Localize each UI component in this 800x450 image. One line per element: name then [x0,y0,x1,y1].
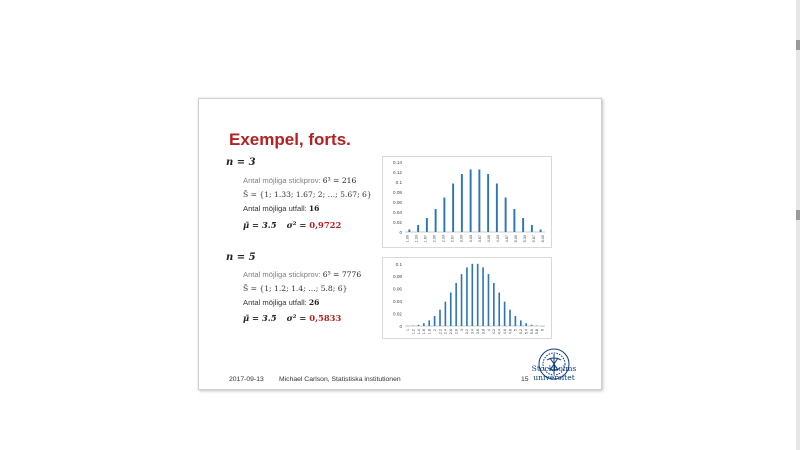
chart0-y-tick-label: 0 [399,229,402,235]
chart1-bar [434,316,436,326]
chart1-y-tick-label: 0 [399,323,402,329]
slide-title: Exempel, forts. [229,130,351,149]
chart0-x-tick-label: 4.00 [486,235,491,243]
chart1-x-tick-label: 4.8 [508,329,513,335]
chart1-x-tick-label: 5 [513,329,518,332]
chart1-y-tick-label: 0.06 [393,286,402,292]
scrollbar-marker-middle [796,210,800,220]
chart0-y-tick-label: 0.04 [393,209,402,215]
chart0-x-tick-label: 3.00 [459,235,464,243]
chart0-x-tick-label: 2.67 [450,235,455,243]
chart0-bar [478,170,480,233]
chart0-bar [461,174,463,232]
n3-outcomes-label: Antal möjliga utfall: [243,204,309,213]
chart1-x-tick-label: 3.4 [470,329,475,335]
chart0-x-tick-label: 5.33 [522,235,527,243]
chart1-bar [455,283,457,326]
chart0-y-tick-label: 0.12 [393,169,402,175]
n3-outcomes [243,204,319,213]
chart1-x-tick-label: 3.6 [475,329,480,335]
n5-outcomes-label: Antal möjliga utfall: [243,298,309,307]
chart1-x-tick-label: 1 [405,329,410,332]
chart1-bar [498,293,500,326]
n3-sigma-value: 0,9722 [309,220,342,230]
chart1-x-tick-label: 5.8 [535,329,540,335]
n5-possible-samples-expr: 6⁵ = 7776 [322,270,362,279]
chart1-x-tick-label: 1.8 [427,329,432,335]
chart0-bar [426,218,428,232]
slide [198,98,602,390]
chart1-bar [472,264,474,326]
n5-possible-samples [243,270,361,279]
n5-label: n = 5 [226,252,256,263]
chart1-bar [509,310,511,326]
chart1-x-tick-label: 1.4 [416,329,421,335]
chart1-bar [504,302,506,326]
chart0-bar [505,198,507,233]
n5-mu: μ̄ = 3.5 [243,313,277,323]
chart1-bar [450,293,452,326]
chart1-y-tick-label: 0.08 [393,274,402,280]
chart1-bar [520,320,522,326]
n3-possible-samples-expr: 6³ = 216 [322,176,357,185]
chart1-x-tick-label: 2.4 [443,329,448,335]
chart1-x-tick-label: 2.6 [449,329,454,335]
chart0-bar [417,225,419,232]
chart0-bar [540,230,542,233]
chart1-x-tick-label: 1.6 [422,329,427,335]
chart1-x-tick-label: 5.4 [524,329,529,335]
chart0-x-tick-label: 2.00 [432,235,437,243]
chart1-x-tick-label: 3 [459,329,464,332]
n5-sigma-label: σ² = [286,313,310,323]
chart0-y-tick-label: 0.06 [393,199,402,205]
chart1-bar [515,316,517,326]
chart1-bar [482,267,484,326]
chart1-bar [445,302,447,326]
chart0-x-tick-label: 4.67 [504,235,509,243]
chart0-x-tick-label: 5.67 [532,235,537,243]
n3-sigma-label: σ² = [286,220,310,230]
chart1-x-tick-label: 3.8 [481,329,486,335]
n3-parameters [243,220,341,230]
chart0-x-tick-label: 4.33 [495,235,500,243]
n3-possible-samples [243,176,356,185]
chart1-x-tick-label: 5.6 [529,329,534,335]
n5-sigma-value: 0,5833 [309,313,342,323]
chart0-bar [522,218,524,232]
chart0-bar [452,184,454,233]
n3-sample-space: S̄ = {1; 1.33; 1.67; 2; …; 5.67; 6} [243,190,372,199]
n3-mu: μ̄ = 3.5 [243,220,277,230]
chart-n3 [382,156,552,248]
chart1-x-tick-label: 2.8 [454,329,459,335]
chart1-bar [418,325,420,326]
chart1-bar [525,323,527,326]
chart0-bar [443,198,445,233]
logo-text-line2: universitet [533,373,575,382]
chart1-x-tick-label: 4.6 [502,329,507,335]
chart0-bar [470,170,472,233]
chart0-x-tick-label: 2.33 [441,235,446,243]
chart0-y-tick-label: 0.08 [393,189,402,195]
chart1-x-tick-label: 4.4 [497,329,502,335]
chart0-x-tick-label: 5.00 [513,235,518,243]
chart1-x-tick-label: 2.2 [438,329,443,335]
n5-outcomes [243,298,319,307]
chart1-y-tick-label: 0.1 [395,261,402,267]
chart0-bar [531,225,533,232]
n5-possible-samples-label: Antal möjliga stickprov: [243,270,323,279]
chart0-x-tick-label: 6.00 [541,235,546,243]
chart1-x-tick-label: 3.2 [465,329,470,335]
chart0-x-tick-label: 3.33 [468,235,473,243]
footer-date: 2017-09-13 [229,376,264,383]
chart-n5-svg [383,258,551,338]
n3-possible-samples-label: Antal möjliga stickprov: [243,176,323,185]
chart1-bar [461,274,463,326]
chart1-bar [466,267,468,326]
chart1-x-tick-label: 4.2 [492,329,497,335]
chart0-x-tick-label: 3.67 [477,235,482,243]
logo-text-line1: Stockholms [531,364,577,373]
footer-author: Michael Carlson, Statistiska institutionen [279,376,401,383]
chart0-y-tick-label: 0.1 [395,179,402,185]
chart1-bar [488,274,490,326]
chart0-bar [408,230,410,233]
chart0-y-tick-label: 0.14 [393,159,402,165]
footer-page-number: 15 [521,376,529,383]
chart-n3-svg [383,157,551,247]
chart1-x-tick-label: 2 [432,329,437,332]
n3-outcomes-value: 16 [308,204,320,213]
chart0-bar [487,174,489,232]
chart1-bar [531,325,533,326]
chart1-bar [423,323,425,326]
chart1-x-tick-label: 4 [486,329,491,332]
chart0-bar [435,209,437,232]
chart1-bar [428,320,430,326]
chart1-x-tick-label: 5.2 [519,329,524,335]
chart0-x-tick-label: 1.67 [423,235,428,243]
scrollbar-track[interactable] [796,0,800,450]
n3-label: n = 3 [226,157,256,168]
n5-sample-space: S̄ = {1; 1.2; 1.4; …; 5.8; 6} [243,284,348,293]
chart0-x-tick-label: 1.00 [405,235,410,243]
chart1-y-tick-label: 0.02 [393,311,402,317]
chart1-y-tick-label: 0.04 [393,299,402,304]
chart0-bar [513,209,515,232]
chart0-x-tick-label: 1.33 [414,235,419,243]
chart0-y-tick-label: 0.02 [393,219,402,225]
n5-outcomes-value: 26 [308,298,320,307]
chart1-bar [493,283,495,326]
chart1-x-tick-label: 1.2 [411,329,416,335]
n5-parameters [243,313,341,323]
chart-n5 [382,257,552,339]
chart1-bar [439,310,441,326]
chart1-bar [477,264,479,326]
chart1-x-tick-label: 6 [540,329,545,332]
scrollbar-marker-top [796,40,800,50]
chart0-bar [496,184,498,233]
